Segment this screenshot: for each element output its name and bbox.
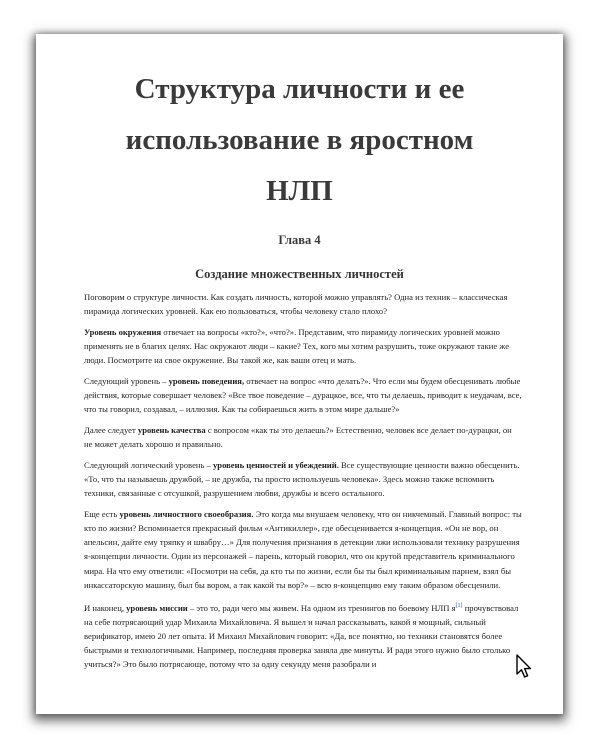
mouse-pointer-icon [515,654,533,680]
paragraph-term: уровень ценностей и убеждений. [213,459,339,470]
body-text [84,290,522,678]
document-page [36,34,563,714]
paragraph-term: уровень личностного своеобразия. [119,509,254,519]
paragraph-lead: Еще есть [84,509,120,519]
paragraph-text: отвечает на вопрос «что делать?». Что если мы будем обесценивать любые действия, которые совершает человек? «Все твое поведение – дурацкое, все, что ты делаешь, приводит к неудачам, все, что ты говорил, создавал, – иллюзия. Как ты собираешься жить в этом мире дальше?» [84,375,522,415]
paragraph-lead: Далее следует [84,425,138,436]
footnote-link[interactable]: [1] [455,602,463,609]
paragraph [84,458,522,500]
paragraph-lead: Следующий уровень – [84,375,169,386]
paragraph [84,374,522,416]
paragraph-term: уровень миссии [126,602,188,613]
title-line-3: НЛП [266,175,333,207]
paragraph [84,599,522,672]
paragraph-text: Поговорим о структуре личности. Как создать личность, которой можно управлять? Одна из техник – классическая пирамида логических уровней. Как ею пользоваться, чтобы человеку стало плохо? [84,292,508,317]
title-line-2: использование в яростном [125,124,474,156]
paragraph-text: Все существующие ценности важно обесценить. «То, что ты называешь дружбой, – не дружба, ты просто используешь человека». Здесь можно также вспомнить техники, связанные с отсушкой, разрушением любви, дружбы и всего остального. [84,459,520,499]
paragraph-text: Это когда мы внушаем человеку, что он никчемный. Главный вопрос: ты кто по жизни? Вспоминается прекрасный фильм «Антикиллер», где обесценивается я-концепция. «Он не вор, он апельсин, дайте ему тряпку и швабру…» Для получения признания в детекции лжи использовали технику разрушения я-концепции личности. Один из персонажей – парень, который говорил, что он крутой представитель криминального мира. На что ему ответили: «Посмотри на себя, да кто ты по жизни, если бы ты был криминальным парнем, взял бы инкассаторскую машину, был бы вором, а так какой ты вор?» – всю я-концепцию ему таким образом обесценили. [84,509,522,590]
paragraph-lead: Следующий логический уровень – [84,459,213,470]
paragraph [84,290,522,318]
paragraph-text: прочувствовал на себе потрясающий удар Михаила Михайловича. Я вышел и начал рассказывать, какой я мощный, сильный верификатор, имею 20 лет опыта. И Михаил Михайлович говорит: «Да, все понятно, но техники становятся более быстрыми и технологичными. Например, последняя проверка заняла две минуты. И ради этого нужно было столько учиться?» Это было потрясающе, потому что за одну секунду меня разобрали и [84,602,519,670]
paragraph-text: – это то, ради чего мы живем. На одном из тренингов по боевому НЛП я [187,602,456,613]
section-heading: Создание множественных личностей [195,267,404,281]
paragraph [84,325,522,367]
paragraph-lead: И наконец, [84,602,127,613]
document-title [36,64,563,217]
title-line-1: Структура личности и ее [134,73,465,105]
chapter-heading: Глава 4 [278,233,321,247]
paragraph-term: Уровень окружения [84,326,162,337]
paragraph-text: отвечает на вопросы «кто?», «что?». Представим, что пирамиду логических уровней можно применять не в благих целях. Нас окружают люди – какие? Тех, кого мы хотим разрушить, тоже окружают такие же люди. Посмотрите на свое окружение. Вы такой же, как ваши отец и мать. [84,326,510,366]
paragraph-term: уровень качества [137,425,206,436]
paragraph [84,507,522,592]
paragraph [84,423,522,451]
paragraph-term: уровень поведения, [168,375,245,386]
paragraph-text: с вопросом «как ты это делаешь?» Естественно, человек все делает по-дурацки, он не может делать хорошо и правильно. [84,425,512,450]
